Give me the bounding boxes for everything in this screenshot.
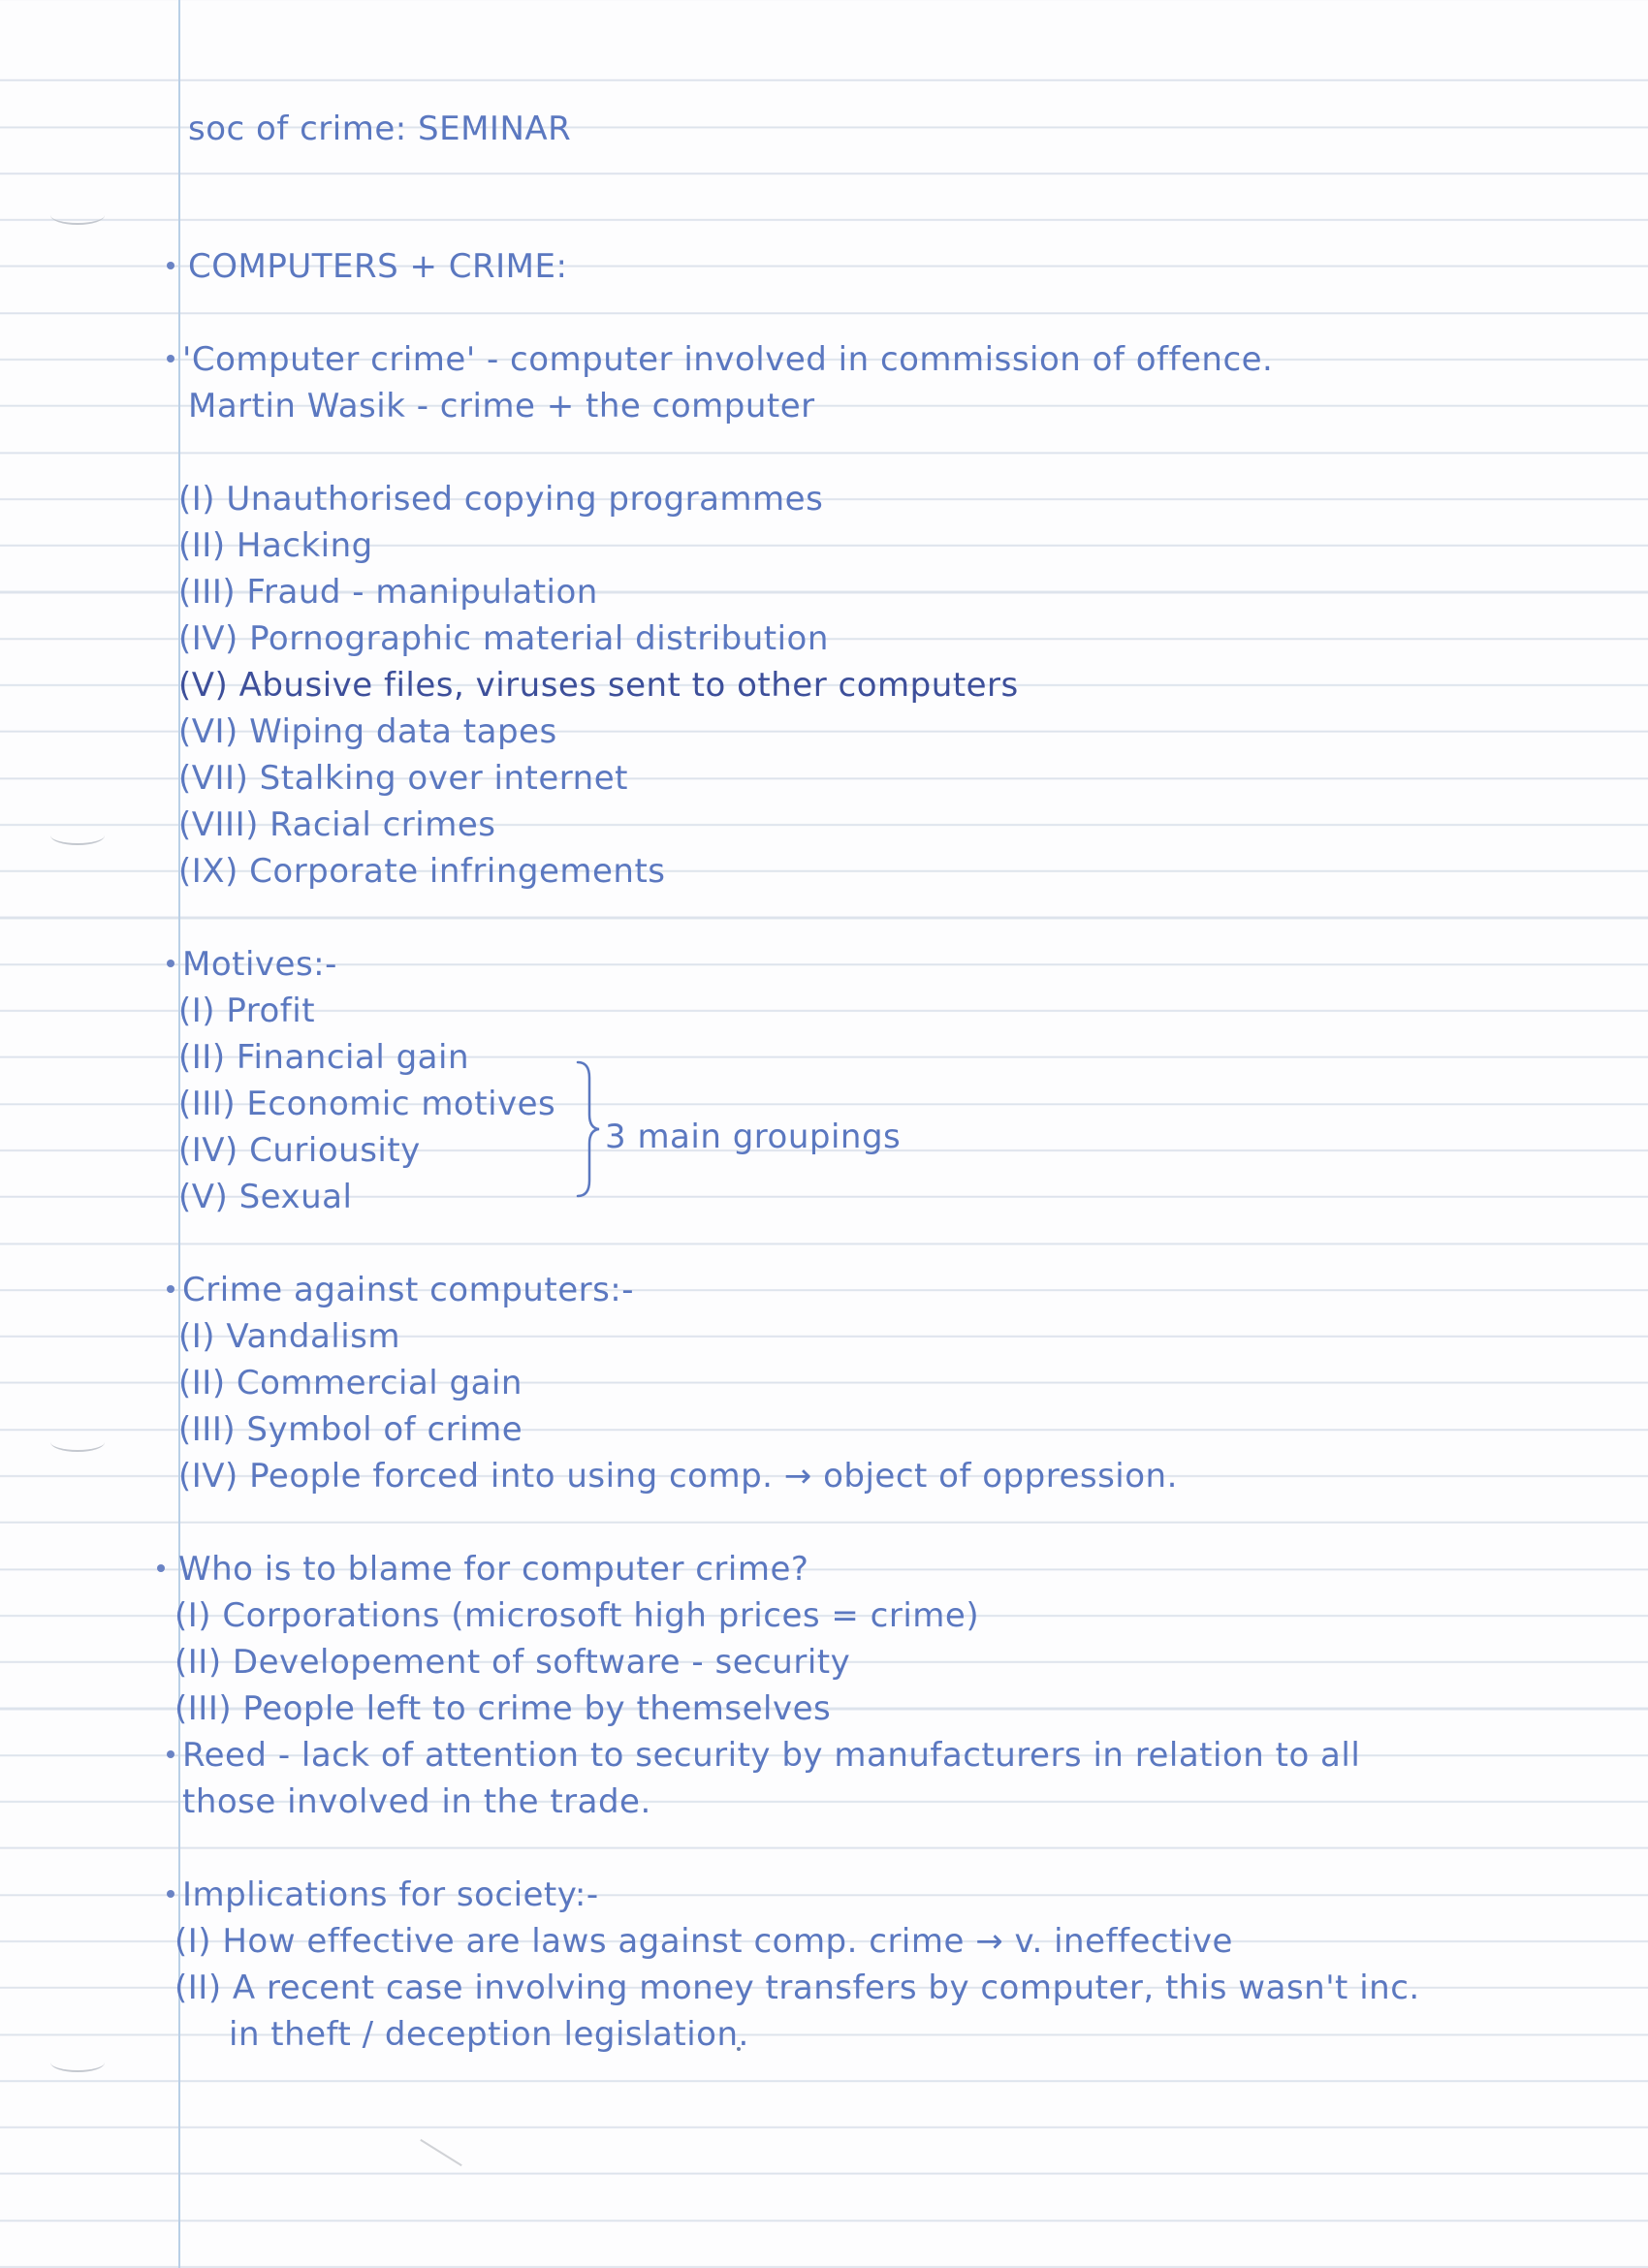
bullet-point xyxy=(167,1890,174,1898)
list-item: (III) Fraud - manipulation xyxy=(178,573,598,612)
list-item: (I) Unauthorised copying programmes xyxy=(178,480,824,519)
section-heading: Motives:- xyxy=(182,945,337,984)
list-item: (II) A recent case involving money transfers by computer, this wasn't inc. xyxy=(174,1969,1420,2007)
list-item: (III) Economic motives xyxy=(178,1085,556,1123)
stray-pen-mark xyxy=(420,2139,461,2166)
bullet-point xyxy=(167,960,174,967)
list-item: (I) Corporations (microsoft high prices = crime) xyxy=(174,1596,980,1635)
punch-hole-mark xyxy=(50,826,105,845)
section-heading: Reed - lack of attention to security by manufacturers in relation to all xyxy=(182,1736,1361,1775)
list-item: (VIII) Racial crimes xyxy=(178,805,496,844)
list-item: (V) Sexual xyxy=(178,1178,353,1216)
list-item: (III) Symbol of crime xyxy=(178,1410,523,1449)
punch-hole-mark xyxy=(50,2053,105,2072)
section-continuation: those involved in the trade. xyxy=(182,1782,651,1821)
curly-brace-icon xyxy=(576,1060,601,1198)
brace-label: 3 main groupings xyxy=(605,1118,902,1156)
bullet-point xyxy=(167,1750,174,1758)
bullet-point xyxy=(167,262,174,269)
section-note: Martin Wasik - crime + the computer xyxy=(188,387,815,425)
list-item: (VI) Wiping data tapes xyxy=(178,712,557,751)
section-heading: 'Computer crime' - computer involved in commission of offence. xyxy=(182,340,1274,379)
list-item: (II) Hacking xyxy=(178,526,373,565)
section-heading: COMPUTERS + CRIME: xyxy=(188,247,568,286)
list-item: (IX) Corporate infringements xyxy=(178,852,666,891)
list-item: (II) Financial gain xyxy=(178,1038,469,1077)
list-item: (V) Abusive files, viruses sent to other computers xyxy=(178,666,1019,705)
section-heading: Who is to blame for computer crime? xyxy=(178,1550,809,1589)
list-item: (IV) Pornographic material distribution xyxy=(178,619,829,658)
page-title: soc of crime: SEMINAR xyxy=(188,110,572,148)
list-item: (IV) People forced into using comp. → object of oppression. xyxy=(178,1457,1178,1496)
punch-hole-mark xyxy=(50,1433,105,1452)
bullet-point xyxy=(157,1564,165,1572)
list-item: (II) Developement of software - security xyxy=(174,1643,851,1682)
bullet-point xyxy=(167,355,174,362)
bullet-point xyxy=(167,1285,174,1293)
section-heading: Implications for society:- xyxy=(182,1875,599,1914)
list-item: (IV) Curiousity xyxy=(178,1131,421,1170)
list-item: (VII) Stalking over internet xyxy=(178,759,628,798)
list-item: (II) Commercial gain xyxy=(178,1364,523,1402)
list-item: (I) Vandalism xyxy=(178,1317,401,1356)
punch-hole-mark xyxy=(50,205,105,225)
list-item: (I) Profit xyxy=(178,992,316,1030)
section-continuation: in theft / deception legislation. xyxy=(229,2015,749,2054)
list-item: (I) How effective are laws against comp. crime → v. ineffective xyxy=(174,1922,1233,1961)
list-item: (III) People left to crime by themselves xyxy=(174,1689,832,1728)
section-heading: Crime against computers:- xyxy=(182,1271,635,1309)
